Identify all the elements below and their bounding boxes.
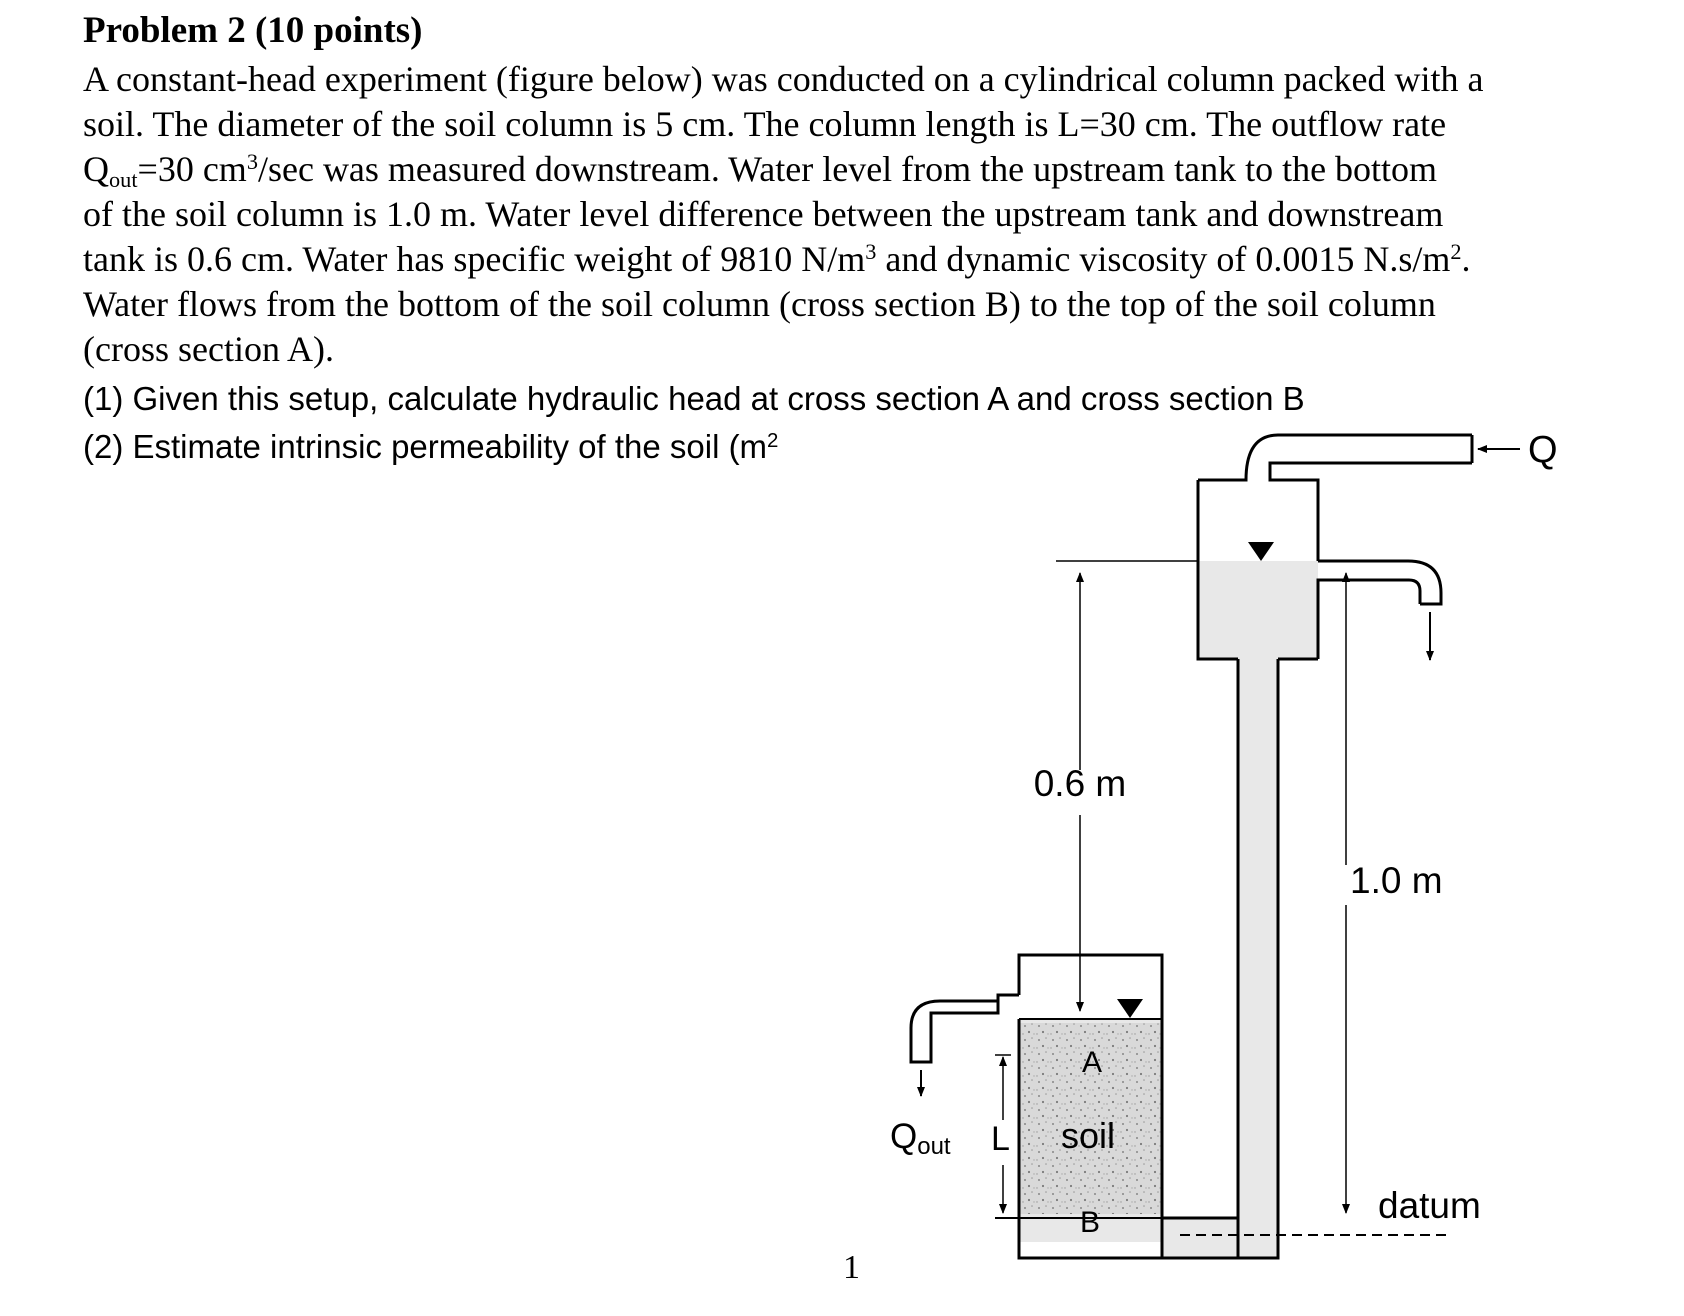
connecting-tube-water [1238,659,1278,1258]
page-number: 1 [843,1249,860,1286]
question-2-superscript: 2 [767,428,779,452]
question-1: (1) Given this setup, calculate hydraulic head at cross section A and cross section B [83,380,1305,417]
total-head-label: 1.0 m [1350,860,1443,901]
weight-superscript: 3 [865,238,877,264]
problem-text-line-7: (cross section A). [83,329,334,369]
cubic-superscript: 3 [246,148,258,174]
datum-label: datum [1378,1185,1481,1226]
problem-text-line-4: of the soil column is 1.0 m. Water level difference between the upstream tank and downstream [83,194,1444,234]
overflow-pipe-outer [1318,580,1420,659]
outflow-q-label: Qout [890,1117,951,1160]
inlet-pipe-lower [1270,463,1472,561]
upstream-water-level-icon [1248,542,1274,561]
problem-title: Problem 2 (10 points) [83,10,423,51]
flow-sentence: /sec was measured downstream. Water level from the upstream tank to the bottom [257,149,1438,189]
flow-value: =30 cm [137,149,247,189]
outflow-pipe [911,995,1019,1062]
q-subscript: out [109,166,138,192]
soil-label: soil [1060,1115,1116,1156]
section-b-label: B [1079,1206,1101,1239]
problem-text-line-2: soil. The diameter of the soil column is 5 cm. The column length is L=30 cm. The outflow rate [83,104,1447,144]
overflow-pipe-inner [1318,561,1441,604]
problem-text-line-1: A constant-head experiment (figure below) was conducted on a cylindrical column packed with a [83,59,1484,99]
downstream-water-level-icon [1117,999,1143,1018]
weight-text: tank is 0.6 cm. Water has specific weight of 9810 N/m [83,239,866,279]
viscosity-text: and dynamic viscosity of 0.0015 N.s/m [876,239,1451,279]
inflow-q-label: Q [1528,429,1558,471]
bottom-tube-water [1162,1218,1278,1258]
section-a-label: A [1081,1046,1103,1079]
length-label: L [991,1120,1010,1158]
problem-text-line-6: Water flows from the bottom of the soil column (cross section B) to the top of the soil column [83,284,1436,324]
question-2-text: (2) Estimate intrinsic permeability of the soil (m [83,428,768,465]
head-difference-label: 0.6 m [1033,763,1127,804]
line-end: . [1461,239,1471,279]
upstream-tank-water [1198,561,1318,659]
viscosity-superscript: 2 [1450,238,1462,264]
q-symbol: Q [83,149,109,189]
inlet-pipe-upper [1198,435,1472,480]
